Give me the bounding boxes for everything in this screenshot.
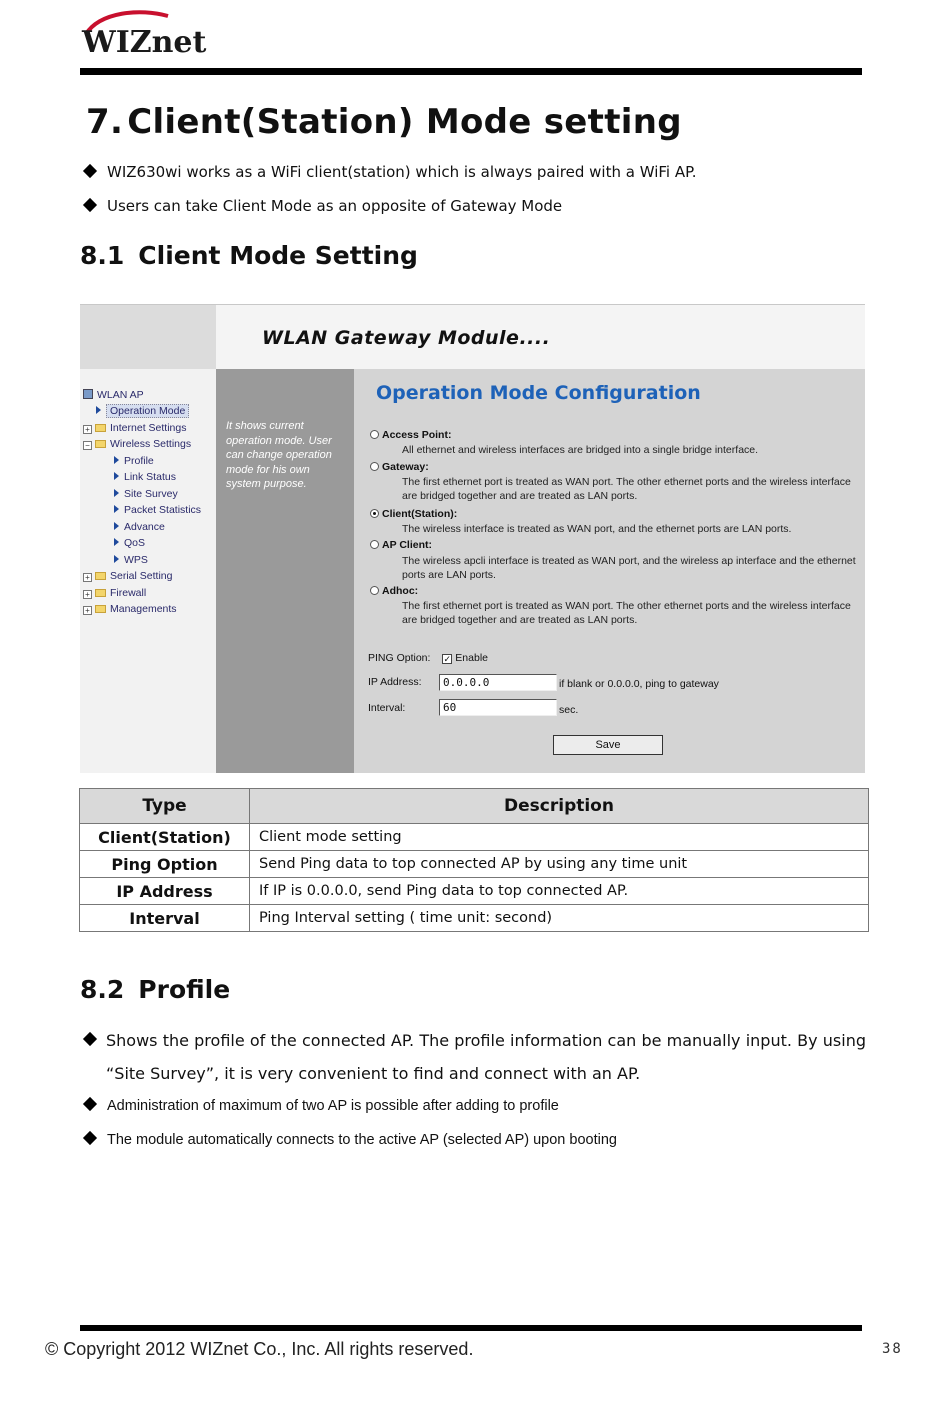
tree-root[interactable]: WLAN AP xyxy=(83,388,144,402)
table-cell-type: IP Address xyxy=(80,878,250,905)
bullet-item: The module automatically connects to the active AP (selected AP) upon booting xyxy=(82,1132,617,1148)
interval-input[interactable]: 60 xyxy=(439,699,557,716)
table-cell-description: Client mode setting xyxy=(250,824,869,851)
folder-icon xyxy=(95,572,106,580)
table-header-row xyxy=(80,789,869,824)
save-button[interactable]: Save xyxy=(553,735,663,755)
table-row xyxy=(80,905,869,932)
tree-item-wireless-settings[interactable]: − Wireless Settings xyxy=(83,437,191,451)
section-7-number: 7. xyxy=(86,102,124,142)
collapse-icon[interactable]: − xyxy=(83,441,92,450)
table-header-description: Description xyxy=(250,789,869,824)
ping-enable-checkbox[interactable]: ✓ xyxy=(443,654,452,664)
bullet-item: WIZ630wi works as a WiFi client(station) which is always paired with a WiFi AP. xyxy=(82,163,697,181)
page-arrow-icon xyxy=(96,406,101,414)
diamond-bullet-icon xyxy=(83,1032,97,1046)
table-cell-description: If IP is 0.0.0.0, send Ping data to top connected AP. xyxy=(250,878,869,905)
radio-gateway[interactable]: Gateway: xyxy=(370,461,429,473)
header-rule xyxy=(80,68,862,75)
ip-address-label: IP Address: xyxy=(368,676,422,688)
table-row xyxy=(80,824,869,851)
client-station-desc: The wireless interface is treated as WAN port, and the ethernet ports are LAN ports. xyxy=(402,523,792,535)
bullet-item xyxy=(82,1031,107,1049)
screenshot-header-left xyxy=(80,305,216,369)
tree-item-internet-settings[interactable]: + Internet Settings xyxy=(83,421,186,435)
footer-rule xyxy=(80,1325,862,1331)
section-7-heading xyxy=(86,102,682,142)
table-cell-description: Send Ping data to top connected AP by using any time unit xyxy=(250,851,869,878)
settings-table xyxy=(79,788,869,932)
copyright-text: © Copyright 2012 WIZnet Co., Inc. All rights reserved. xyxy=(45,1339,474,1359)
folder-icon xyxy=(95,440,106,448)
table-header-type: Type xyxy=(80,789,250,824)
folder-icon xyxy=(95,605,106,613)
gateway-desc: The first ethernet port is treated as WAN port. The other ethernet ports and the wireless interface are bridged together and are treated as LAN ports. xyxy=(402,476,851,502)
section-8-1-heading: 8.1 Client Mode Setting xyxy=(80,241,418,270)
ping-option-row xyxy=(368,652,488,664)
diamond-bullet-icon xyxy=(83,198,97,212)
adhoc-desc: The first ethernet port is treated as WAN port. The other ethernet ports and the wireless interface are bridged together and are treated as LAN ports. xyxy=(402,600,851,626)
radio-ap-client[interactable]: AP Client: xyxy=(370,539,432,551)
diamond-bullet-icon xyxy=(83,1097,97,1111)
page-arrow-icon xyxy=(114,489,119,497)
table-cell-type: Interval xyxy=(80,905,250,932)
config-panel xyxy=(354,369,865,773)
page-arrow-icon xyxy=(114,522,119,530)
profile-paragraph: Shows the profile of the connected AP. The profile information can be manually input. By using “Site Survey”, it is very convenient to find and connect with an AP. xyxy=(106,1031,866,1083)
radio-icon[interactable] xyxy=(370,586,379,595)
interval-label: Interval: xyxy=(368,702,406,714)
tree-item-qos[interactable]: QoS xyxy=(114,536,145,550)
table-row xyxy=(80,878,869,905)
bullet-item: Users can take Client Mode as an opposite of Gateway Mode xyxy=(82,197,562,215)
tree-item-site-survey[interactable]: Site Survey xyxy=(114,487,178,501)
expand-icon[interactable]: + xyxy=(83,425,92,434)
brand-title: WLAN Gateway Module.... xyxy=(262,327,551,349)
section-7-title: Client(Station) Mode setting xyxy=(127,102,682,142)
radio-selected-icon[interactable] xyxy=(370,509,379,518)
tree-item-wps[interactable]: WPS xyxy=(114,553,148,567)
wiznet-logo xyxy=(80,8,220,58)
radio-client-station[interactable]: Client(Station): xyxy=(370,508,457,520)
expand-icon[interactable]: + xyxy=(83,590,92,599)
tree-item-operation-mode[interactable]: Operation Mode xyxy=(96,404,189,418)
config-title: Operation Mode Configuration xyxy=(376,382,701,404)
bullet-item: Administration of maximum of two AP is possible after adding to profile xyxy=(82,1098,559,1114)
expand-icon[interactable]: + xyxy=(83,606,92,615)
page-arrow-icon xyxy=(114,456,119,464)
access-point-desc: All ethernet and wireless interfaces are bridged into a single bridge interface. xyxy=(402,444,759,456)
table-row xyxy=(80,851,869,878)
computer-icon xyxy=(83,389,93,399)
page-arrow-icon xyxy=(114,472,119,480)
radio-icon[interactable] xyxy=(370,430,379,439)
diamond-bullet-icon xyxy=(83,164,97,178)
expand-icon[interactable]: + xyxy=(83,573,92,582)
nav-tree xyxy=(80,369,216,773)
tree-item-managements[interactable]: + Managements xyxy=(83,602,177,616)
page-arrow-icon xyxy=(114,505,119,513)
tree-item-advance[interactable]: Advance xyxy=(114,520,165,534)
tree-item-serial-setting[interactable]: + Serial Setting xyxy=(83,569,172,583)
radio-icon[interactable] xyxy=(370,540,379,549)
ip-address-hint: if blank or 0.0.0.0, ping to gateway xyxy=(559,678,719,690)
page-number: 38 xyxy=(882,1341,903,1357)
ip-address-input[interactable]: 0.0.0.0 xyxy=(439,674,557,691)
operation-mode-screenshot xyxy=(80,304,865,773)
tree-item-packet-statistics[interactable]: Packet Statistics xyxy=(114,503,201,517)
table-cell-description: Ping Interval setting ( time unit: second) xyxy=(250,905,869,932)
ping-option-label: PING Option: xyxy=(368,652,431,664)
tree-item-profile[interactable]: Profile xyxy=(114,454,154,468)
page-arrow-icon xyxy=(114,555,119,563)
folder-icon xyxy=(95,424,106,432)
help-text: It shows current operation mode. User can change operation mode for his own system purpose. xyxy=(226,420,332,490)
ping-enable-label: Enable xyxy=(455,652,488,664)
page-arrow-icon xyxy=(114,538,119,546)
interval-unit: sec. xyxy=(559,704,579,716)
radio-icon[interactable] xyxy=(370,462,379,471)
table-cell-type: Client(Station) xyxy=(80,824,250,851)
ap-client-desc: The wireless apcli interface is treated as WAN port, and the wireless ap interface and the ethernet ports are LAN ports. xyxy=(402,555,856,581)
folder-icon xyxy=(95,589,106,597)
tree-item-link-status[interactable]: Link Status xyxy=(114,470,176,484)
help-panel xyxy=(216,369,354,773)
radio-adhoc[interactable]: Adhoc: xyxy=(370,585,418,597)
radio-access-point[interactable]: Access Point: xyxy=(370,429,451,441)
table-cell-type: Ping Option xyxy=(80,851,250,878)
svg-text:WIZnet: WIZnet xyxy=(82,25,207,58)
screenshot-header xyxy=(216,305,865,369)
section-8-2-heading: 8.2 Profile xyxy=(80,975,231,1004)
diamond-bullet-icon xyxy=(83,1131,97,1145)
tree-item-firewall[interactable]: + Firewall xyxy=(83,586,146,600)
